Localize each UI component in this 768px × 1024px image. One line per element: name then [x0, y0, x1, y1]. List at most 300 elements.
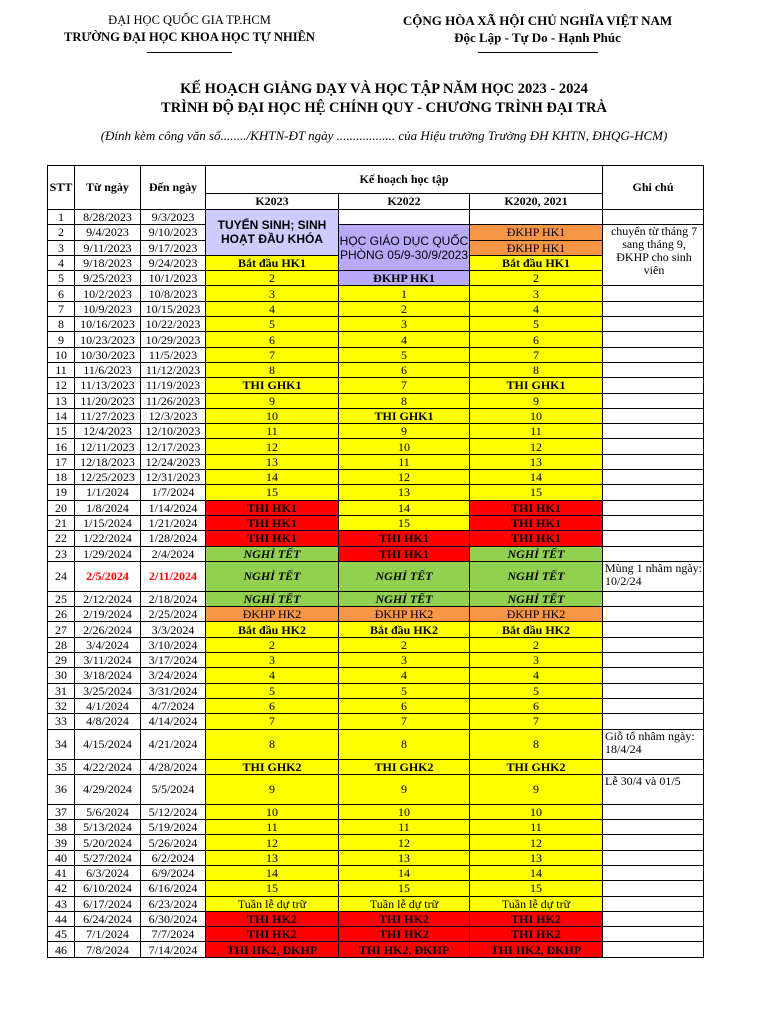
cell-from-date: 7/8/2024	[75, 942, 141, 957]
cell-to-date: 5/5/2024	[141, 774, 206, 804]
cell-k2020: THI GHK2	[470, 759, 603, 774]
cell-note-empty	[603, 653, 704, 668]
table-row	[48, 637, 704, 652]
cell-to-date: 12/10/2023	[141, 424, 206, 439]
cell-k2023: THI HK2	[206, 927, 339, 942]
cell-k2020: THI HK2	[470, 911, 603, 926]
cell-note-summer: chuyển từ tháng 7 sang tháng 9, ĐKHP cho sinh viên	[603, 225, 704, 286]
table-row	[48, 210, 704, 225]
cell-to-date: 11/19/2023	[141, 378, 206, 393]
header-to-date: Đến ngày	[141, 166, 206, 210]
table-row	[48, 896, 704, 911]
cell-to-date: 6/30/2024	[141, 911, 206, 926]
cell-k2020: THI HK1	[470, 515, 603, 530]
table-row	[48, 225, 704, 240]
cell-k2020: 7	[470, 347, 603, 362]
cell-stt: 27	[48, 622, 75, 637]
cell-note-empty	[603, 820, 704, 835]
cell-k2022: THI GHK1	[339, 408, 470, 423]
cell-stt: 4	[48, 255, 75, 270]
cell-k2023: 5	[206, 683, 339, 698]
cell-k2020: 6	[470, 332, 603, 347]
cell-to-date: 12/3/2023	[141, 408, 206, 423]
cell-from-date: 3/4/2024	[75, 637, 141, 652]
cell-stt: 30	[48, 668, 75, 683]
cell-stt: 42	[48, 881, 75, 896]
table-row	[48, 332, 704, 347]
cell-from-date: 10/16/2023	[75, 317, 141, 332]
cell-to-date: 6/2/2024	[141, 850, 206, 865]
cell-from-date: 5/20/2024	[75, 835, 141, 850]
cell-k2020: 4	[470, 668, 603, 683]
cell-stt: 24	[48, 561, 75, 591]
cell-from-date: 6/24/2024	[75, 911, 141, 926]
cell-k2023: 15	[206, 881, 339, 896]
cell-stt: 39	[48, 835, 75, 850]
cell-to-date: 2/18/2024	[141, 591, 206, 606]
cell-stt: 25	[48, 591, 75, 606]
table-row	[48, 286, 704, 301]
cell-note-empty	[603, 332, 704, 347]
header-k2020-2021: K2020, 2021	[470, 194, 603, 210]
cell-k2022: 1	[339, 286, 470, 301]
cell-from-date: 9/25/2023	[75, 271, 141, 286]
cell-k2023: NGHỈ TẾT	[206, 546, 339, 561]
cell-k2023: 10	[206, 804, 339, 819]
cell-k2020: ĐKHP HK2	[470, 607, 603, 622]
cell-k2022-defense: HỌC GIÁO DỤC QUỐC PHÒNG 05/9-30/9/2023	[339, 225, 470, 271]
cell-stt: 28	[48, 637, 75, 652]
cell-from-date: 2/5/2024	[75, 561, 141, 591]
cell-k2022: 13	[339, 485, 470, 500]
cell-stt: 17	[48, 454, 75, 469]
cell-from-date: 5/6/2024	[75, 804, 141, 819]
cell-k2020: 5	[470, 317, 603, 332]
cell-k2022: 5	[339, 683, 470, 698]
cell-note-empty	[603, 714, 704, 729]
cell-stt: 22	[48, 531, 75, 546]
cell-note-empty	[603, 378, 704, 393]
cell-to-date: 4/7/2024	[141, 698, 206, 713]
cell-from-date: 12/18/2023	[75, 454, 141, 469]
cell-k2020: 12	[470, 835, 603, 850]
cell-to-date: 3/3/2024	[141, 622, 206, 637]
cell-from-date: 8/28/2023	[75, 210, 141, 225]
cell-from-date: 9/18/2023	[75, 255, 141, 270]
table-row	[48, 698, 704, 713]
cell-to-date: 4/21/2024	[141, 729, 206, 759]
cell-to-date: 7/14/2024	[141, 942, 206, 957]
cell-k2023-admission: TUYỂN SINH; SINH HOẠT ĐẦU KHÓA	[206, 210, 339, 256]
cell-k2020: 8	[470, 729, 603, 759]
cell-note-empty	[603, 210, 704, 225]
table-row	[48, 378, 704, 393]
cell-from-date: 3/18/2024	[75, 668, 141, 683]
cell-note-empty	[603, 896, 704, 911]
cell-stt: 20	[48, 500, 75, 515]
cell-k2020: 11	[470, 820, 603, 835]
table-row	[48, 683, 704, 698]
national-header	[380, 12, 695, 53]
cell-k2020: 9	[470, 393, 603, 408]
cell-stt: 33	[48, 714, 75, 729]
document-subtitle: TRÌNH ĐỘ ĐẠI HỌC HỆ CHÍNH QUY - CHƯƠNG TRÌNH ĐẠI TRÀ	[161, 100, 607, 116]
cell-k2020: NGHỈ TẾT	[470, 546, 603, 561]
cell-to-date: 7/7/2024	[141, 927, 206, 942]
cell-to-date: 11/26/2023	[141, 393, 206, 408]
table-row	[48, 515, 704, 530]
cell-to-date: 6/23/2024	[141, 896, 206, 911]
table-row	[48, 424, 704, 439]
cell-note-empty	[603, 500, 704, 515]
table-row	[48, 454, 704, 469]
cell-from-date: 4/22/2024	[75, 759, 141, 774]
cell-to-date: 12/17/2023	[141, 439, 206, 454]
cell-k2020: 13	[470, 850, 603, 865]
cell-k2022: 4	[339, 668, 470, 683]
cell-from-date: 11/6/2023	[75, 362, 141, 377]
cell-to-date: 3/10/2024	[141, 637, 206, 652]
cell-stt: 2	[48, 225, 75, 240]
cell-note-empty	[603, 362, 704, 377]
cell-stt: 38	[48, 820, 75, 835]
cell-stt: 14	[48, 408, 75, 423]
table-row	[48, 393, 704, 408]
cell-stt: 7	[48, 301, 75, 316]
cell-to-date: 10/22/2023	[141, 317, 206, 332]
table-row	[48, 927, 704, 942]
cell-k2023: NGHỈ TẾT	[206, 591, 339, 606]
cell-stt: 37	[48, 804, 75, 819]
cell-from-date: 5/13/2024	[75, 820, 141, 835]
cell-k2022: THI HK2, ĐKHP	[339, 942, 470, 957]
cell-from-date: 3/11/2024	[75, 653, 141, 668]
cell-note-empty	[603, 286, 704, 301]
cell-k2020: THI HK1	[470, 500, 603, 515]
cell-from-date: 4/1/2024	[75, 698, 141, 713]
cell-note-empty	[603, 546, 704, 561]
cell-to-date: 6/9/2024	[141, 865, 206, 880]
table-row	[48, 942, 704, 957]
cell-stt: 26	[48, 607, 75, 622]
cell-k2023: 13	[206, 850, 339, 865]
cell-k2022: 11	[339, 454, 470, 469]
cell-to-date: 11/12/2023	[141, 362, 206, 377]
cell-stt: 9	[48, 332, 75, 347]
cell-stt: 16	[48, 439, 75, 454]
cell-k2023: 14	[206, 865, 339, 880]
cell-from-date: 10/23/2023	[75, 332, 141, 347]
cell-to-date: 10/15/2023	[141, 301, 206, 316]
cell-to-date: 3/17/2024	[141, 653, 206, 668]
cell-k2020: NGHỈ TẾT	[470, 561, 603, 591]
cell-k2022: ĐKHP HK2	[339, 607, 470, 622]
cell-k2020: 3	[470, 286, 603, 301]
schedule-table	[47, 165, 704, 958]
table-row	[48, 439, 704, 454]
cell-note-empty	[603, 485, 704, 500]
cell-k2022: Tuần lễ dự trữ	[339, 896, 470, 911]
table-row	[48, 714, 704, 729]
cell-from-date: 4/29/2024	[75, 774, 141, 804]
cell-from-date: 11/27/2023	[75, 408, 141, 423]
national-motto-line1: CỘNG HÒA XÃ HỘI CHỦ NGHĨA VIỆT NAM	[402, 13, 673, 28]
cell-k2022: THI GHK2	[339, 759, 470, 774]
cell-k2023: 12	[206, 439, 339, 454]
cell-stt: 31	[48, 683, 75, 698]
cell-from-date: 4/15/2024	[75, 729, 141, 759]
cell-stt: 35	[48, 759, 75, 774]
cell-k2022: 7	[339, 714, 470, 729]
cell-to-date: 5/19/2024	[141, 820, 206, 835]
cell-from-date: 12/4/2023	[75, 424, 141, 439]
cell-k2023: THI HK1	[206, 531, 339, 546]
cell-k2020: 2	[470, 637, 603, 652]
cell-from-date: 11/13/2023	[75, 378, 141, 393]
cell-to-date: 9/3/2023	[141, 210, 206, 225]
cell-k2023: 6	[206, 698, 339, 713]
cell-from-date: 7/1/2024	[75, 927, 141, 942]
cell-k2023: THI HK2	[206, 911, 339, 926]
cell-k2022: 5	[339, 347, 470, 362]
cell-note-empty	[603, 347, 704, 362]
header-k2022: K2022	[339, 194, 470, 210]
cell-from-date: 2/19/2024	[75, 607, 141, 622]
cell-to-date: 10/8/2023	[141, 286, 206, 301]
cell-k2023: 2	[206, 271, 339, 286]
cell-to-date: 2/4/2024	[141, 546, 206, 561]
cell-k2020: 13	[470, 454, 603, 469]
cell-to-date: 6/16/2024	[141, 881, 206, 896]
cell-stt: 1	[48, 210, 75, 225]
faculty-name: TRƯỜNG ĐẠI HỌC KHOA HỌC TỰ NHIÊN	[64, 30, 315, 44]
cell-note-holiday: Lễ 30/4 và 01/5	[603, 774, 704, 804]
cell-to-date: 5/12/2024	[141, 804, 206, 819]
cell-k2022: THI HK2	[339, 911, 470, 926]
cell-k2022: 2	[339, 637, 470, 652]
cell-k2020: Bắt đầu HK2	[470, 622, 603, 637]
cell-k2023: 7	[206, 347, 339, 362]
national-motto-line2: Độc Lập - Tự Do - Hạnh Phúc	[454, 30, 621, 45]
cell-note-tet: Mùng 1 nhâm ngày: 10/2/24	[603, 561, 704, 591]
cell-to-date: 5/26/2024	[141, 835, 206, 850]
cell-stt: 43	[48, 896, 75, 911]
cell-note-empty	[603, 927, 704, 942]
cell-to-date: 9/17/2023	[141, 240, 206, 255]
cell-to-date: 12/31/2023	[141, 470, 206, 485]
cell-to-date: 3/24/2024	[141, 668, 206, 683]
cell-k2020	[470, 210, 603, 225]
cell-k2023: 11	[206, 424, 339, 439]
cell-stt: 29	[48, 653, 75, 668]
cell-stt: 44	[48, 911, 75, 926]
cell-from-date: 9/11/2023	[75, 240, 141, 255]
cell-from-date: 6/3/2024	[75, 865, 141, 880]
cell-stt: 15	[48, 424, 75, 439]
cell-k2020: Tuần lễ dự trữ	[470, 896, 603, 911]
cell-stt: 19	[48, 485, 75, 500]
cell-stt: 36	[48, 774, 75, 804]
cell-from-date: 10/2/2023	[75, 286, 141, 301]
cell-k2023: 6	[206, 332, 339, 347]
cell-stt: 18	[48, 470, 75, 485]
table-row	[48, 653, 704, 668]
cell-k2022: 8	[339, 729, 470, 759]
cell-note-empty	[603, 301, 704, 316]
header-notes: Ghi chú	[603, 166, 704, 210]
table-row	[48, 729, 704, 759]
table-row	[48, 362, 704, 377]
header-underline-right	[478, 52, 598, 53]
cell-k2023: NGHỈ TẾT	[206, 561, 339, 591]
cell-k2022: NGHỈ TẾT	[339, 561, 470, 591]
cell-k2020: Bắt đầu HK1	[470, 255, 603, 270]
cell-note-empty	[603, 683, 704, 698]
cell-k2020: 6	[470, 698, 603, 713]
cell-stt: 5	[48, 271, 75, 286]
cell-note-empty	[603, 454, 704, 469]
cell-to-date: 10/29/2023	[141, 332, 206, 347]
cell-note-empty	[603, 942, 704, 957]
cell-stt: 3	[48, 240, 75, 255]
cell-note-empty	[603, 911, 704, 926]
cell-from-date: 12/11/2023	[75, 439, 141, 454]
cell-k2022: 12	[339, 470, 470, 485]
table-row	[48, 408, 704, 423]
cell-k2020: THI HK2, ĐKHP	[470, 942, 603, 957]
cell-k2022: NGHỈ TẾT	[339, 591, 470, 606]
cell-stt: 12	[48, 378, 75, 393]
table-row	[48, 804, 704, 819]
cell-k2023: 9	[206, 774, 339, 804]
cell-k2023: 5	[206, 317, 339, 332]
table-row	[48, 607, 704, 622]
cell-from-date: 4/8/2024	[75, 714, 141, 729]
cell-note-empty	[603, 804, 704, 819]
cell-from-date: 2/26/2024	[75, 622, 141, 637]
cell-from-date: 5/27/2024	[75, 850, 141, 865]
cell-k2020: 2	[470, 271, 603, 286]
cell-note-empty	[603, 622, 704, 637]
cell-from-date: 1/15/2024	[75, 515, 141, 530]
cell-from-date: 6/10/2024	[75, 881, 141, 896]
cell-to-date: 3/31/2024	[141, 683, 206, 698]
table-row	[48, 759, 704, 774]
cell-to-date: 2/25/2024	[141, 607, 206, 622]
cell-k2022: 14	[339, 500, 470, 515]
cell-to-date: 11/5/2023	[141, 347, 206, 362]
cell-to-date: 9/24/2023	[141, 255, 206, 270]
cell-note-empty	[603, 439, 704, 454]
cell-k2023: 15	[206, 485, 339, 500]
cell-k2023: 4	[206, 668, 339, 683]
cell-stt: 23	[48, 546, 75, 561]
cell-k2020: 15	[470, 881, 603, 896]
cell-k2022-empty	[339, 210, 470, 225]
cell-stt: 8	[48, 317, 75, 332]
cell-from-date: 11/20/2023	[75, 393, 141, 408]
document-title: KẾ HOẠCH GIẢNG DẠY VÀ HỌC TẬP NĂM HỌC 2023 - 2024	[180, 81, 588, 97]
document-reference-note: (Đính kèm công văn số......../KHTN-ĐT ngày .................. của Hiệu trưởng Trường ĐH KHTN, ĐHQG-HCM)	[100, 128, 668, 143]
cell-k2023: 13	[206, 454, 339, 469]
cell-k2020: 15	[470, 485, 603, 500]
cell-k2023: 2	[206, 637, 339, 652]
cell-k2022: 9	[339, 424, 470, 439]
cell-k2020: 3	[470, 653, 603, 668]
cell-k2022: 6	[339, 362, 470, 377]
cell-note-empty	[603, 865, 704, 880]
cell-note-empty	[603, 607, 704, 622]
cell-k2023: 12	[206, 835, 339, 850]
cell-from-date: 6/17/2024	[75, 896, 141, 911]
cell-stt: 21	[48, 515, 75, 530]
cell-to-date: 1/7/2024	[141, 485, 206, 500]
cell-k2023: ĐKHP HK2	[206, 607, 339, 622]
cell-note-empty	[603, 408, 704, 423]
table-row	[48, 835, 704, 850]
cell-to-date: 4/28/2024	[141, 759, 206, 774]
cell-k2022: 3	[339, 653, 470, 668]
cell-k2020: NGHỈ TẾT	[470, 591, 603, 606]
cell-k2022: THI HK2	[339, 927, 470, 942]
cell-k2023: THI GHK1	[206, 378, 339, 393]
cell-note-empty	[603, 515, 704, 530]
header-stt: STT	[48, 166, 75, 210]
cell-k2020: 14	[470, 865, 603, 880]
cell-k2023: 11	[206, 820, 339, 835]
cell-to-date: 9/10/2023	[141, 225, 206, 240]
cell-k2023: 4	[206, 301, 339, 316]
cell-k2020: 8	[470, 362, 603, 377]
cell-k2022: ĐKHP HK1	[339, 271, 470, 286]
cell-k2023: 9	[206, 393, 339, 408]
cell-stt: 13	[48, 393, 75, 408]
cell-from-date: 1/22/2024	[75, 531, 141, 546]
cell-k2022: 4	[339, 332, 470, 347]
cell-to-date: 1/21/2024	[141, 515, 206, 530]
cell-to-date: 1/14/2024	[141, 500, 206, 515]
header-from-date: Từ ngày	[75, 166, 141, 210]
cell-note-empty	[603, 881, 704, 896]
table-row	[48, 470, 704, 485]
table-row	[48, 500, 704, 515]
cell-to-date: 12/24/2023	[141, 454, 206, 469]
cell-k2020: THI HK2	[470, 927, 603, 942]
cell-from-date: 10/30/2023	[75, 347, 141, 362]
table-row	[48, 485, 704, 500]
cell-k2022: 8	[339, 393, 470, 408]
table-row	[48, 911, 704, 926]
cell-k2022: Bắt đầu HK2	[339, 622, 470, 637]
cell-k2023: THI HK1	[206, 500, 339, 515]
cell-k2020: 10	[470, 804, 603, 819]
table-row	[48, 622, 704, 637]
cell-k2022: 2	[339, 301, 470, 316]
cell-k2023: 14	[206, 470, 339, 485]
cell-k2022: 7	[339, 378, 470, 393]
university-name: ĐẠI HỌC QUỐC GIA TP.HCM	[108, 13, 271, 27]
cell-from-date: 1/1/2024	[75, 485, 141, 500]
table-row	[48, 546, 704, 561]
cell-k2020: 9	[470, 774, 603, 804]
cell-from-date: 10/9/2023	[75, 301, 141, 316]
cell-k2022: THI HK1	[339, 531, 470, 546]
cell-note-empty	[603, 850, 704, 865]
cell-from-date: 1/8/2024	[75, 500, 141, 515]
cell-k2023: 3	[206, 286, 339, 301]
table-row	[48, 820, 704, 835]
cell-stt: 34	[48, 729, 75, 759]
